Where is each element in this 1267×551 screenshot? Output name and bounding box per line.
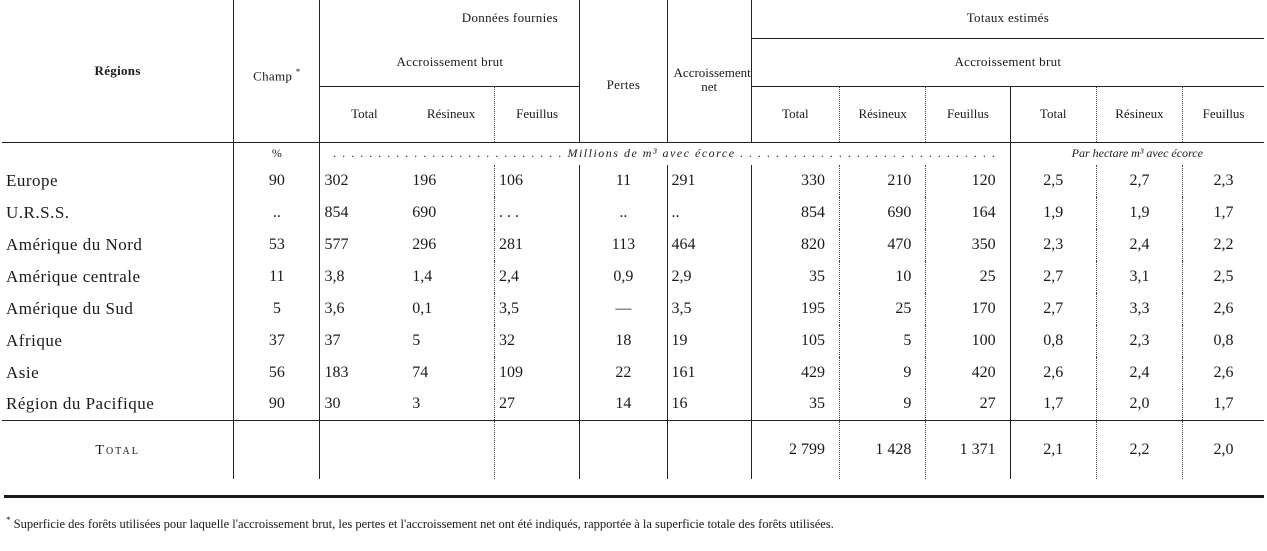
region-name: Région du Pacifique (6, 394, 155, 414)
total-label (2, 421, 234, 479)
feuillus-value: . . . (495, 197, 580, 229)
unit-per-hectare: Par hectare m³ avec écorce (1010, 142, 1264, 165)
feuillus-value: 109 (495, 357, 580, 389)
champ-value: 90 (234, 389, 320, 421)
champ-value: 5 (234, 293, 320, 325)
ha-resineux-value: 3,3 (1096, 293, 1182, 325)
header-accroissement-brut: Accroissement brut (320, 38, 580, 86)
header-pertes: Pertes (580, 0, 667, 142)
ha-resineux-value: 2,4 (1096, 229, 1182, 261)
est-resineux-value: 470 (840, 229, 926, 261)
unit-percent: % (234, 142, 320, 165)
net-value: 19 (667, 325, 751, 357)
header-ha-resineux: Résineux (1096, 86, 1182, 142)
feuillus-value: 106 (495, 165, 580, 197)
region-name: Afrique (6, 330, 63, 350)
ha-resineux-value: 3,1 (1096, 261, 1182, 293)
est-resineux-value: 5 (840, 325, 926, 357)
header-donnees-fournies (320, 0, 580, 38)
net-value: 3,5 (667, 293, 751, 325)
pertes-value: 113 (580, 229, 667, 261)
footnote-mark: * (6, 515, 11, 525)
table-row (2, 325, 1264, 357)
header-resineux: Résineux (426, 106, 476, 121)
ha-total-value: 2,3 (1010, 229, 1096, 261)
header-ha-total: Total (1010, 86, 1096, 142)
table-row (2, 165, 1264, 197)
est-feuillus-value: 420 (926, 357, 1010, 389)
est-feuillus-value: 350 (926, 229, 1010, 261)
net-value: 464 (667, 229, 751, 261)
est-total-value: 330 (751, 165, 839, 197)
feuillus-value: 281 (495, 229, 580, 261)
pertes-value: .. (580, 197, 667, 229)
champ-value: 56 (234, 357, 320, 389)
est-total-value: 35 (751, 261, 839, 293)
feuillus-value: 27 (495, 389, 580, 421)
resineux-value: 0,1 (412, 299, 433, 317)
est-resineux-value: 9 (840, 389, 926, 421)
header-total: Total (320, 86, 408, 142)
ha-total-value: 1,7 (1010, 389, 1096, 421)
table-row (2, 261, 1264, 293)
table-row (2, 293, 1264, 325)
est-resineux-value: 10 (840, 261, 926, 293)
total-value: 3,8 (320, 261, 408, 293)
resineux-value: 690 (412, 203, 437, 221)
footnote (6, 513, 1261, 531)
total-value: 854 (320, 197, 408, 229)
ha-resineux-value: 2,7 (1096, 165, 1182, 197)
est-feuillus-value: 27 (926, 389, 1010, 421)
resineux-value: 3 (412, 395, 421, 413)
total-value: 3,6 (320, 293, 408, 325)
champ-value: 11 (234, 261, 320, 293)
total-value: 183 (320, 357, 408, 389)
total-label-text: Total (95, 442, 140, 458)
region-name: Europe (6, 170, 59, 190)
ha-total-value: 2,6 (1010, 357, 1096, 389)
header-champ-text: Champ (253, 68, 293, 84)
region-name: Asie (6, 362, 40, 382)
ha-feuillus-value: 2,2 (1183, 229, 1264, 261)
ha-total-value: 0,8 (1010, 325, 1096, 357)
ha-resineux-value: 2,4 (1096, 357, 1182, 389)
total-value: 37 (320, 325, 408, 357)
resineux-value: 296 (412, 235, 437, 253)
est-resineux-value: 9 (840, 357, 926, 389)
table-bottom-rule (4, 495, 1264, 498)
total-est-resineux: 1 428 (840, 421, 926, 479)
est-total-value: 195 (751, 293, 839, 325)
ha-total-value: 2,5 (1010, 165, 1096, 197)
est-feuillus-value: 25 (926, 261, 1010, 293)
est-feuillus-value: 164 (926, 197, 1010, 229)
ha-total-value: 2,7 (1010, 261, 1096, 293)
net-value: 16 (667, 389, 751, 421)
ha-total-value: 2,7 (1010, 293, 1096, 325)
resineux-value: 196 (412, 171, 437, 189)
header-est-feuillus: Feuillus (926, 86, 1010, 142)
table-row (2, 357, 1264, 389)
ha-total-value: 1,9 (1010, 197, 1096, 229)
net-value: .. (667, 197, 751, 229)
est-resineux-value: 210 (840, 165, 926, 197)
total-est-feuillus: 1 371 (926, 421, 1010, 479)
header-feuillus: Feuillus (495, 86, 580, 142)
est-feuillus-value: 170 (926, 293, 1010, 325)
ha-resineux-value: 1,9 (1096, 197, 1182, 229)
total-row (2, 421, 1264, 479)
total-ha-total: 2,1 (1010, 421, 1096, 479)
ha-resineux-value: 2,3 (1096, 325, 1182, 357)
net-value: 161 (667, 357, 751, 389)
resineux-value: 5 (412, 331, 421, 349)
header-regions: Régions (94, 62, 141, 78)
header-donnees-fournies-text: Données fournies (461, 10, 558, 25)
est-resineux-value: 25 (840, 293, 926, 325)
total-value: 30 (320, 389, 408, 421)
champ-value: 53 (234, 229, 320, 261)
total-value: 302 (320, 165, 408, 197)
ha-feuillus-value: 2,3 (1183, 165, 1264, 197)
header-ha-feuillus: Feuillus (1183, 86, 1264, 142)
feuillus-value: 32 (495, 325, 580, 357)
est-total-value: 35 (751, 389, 839, 421)
ha-feuillus-value: 2,6 (1183, 293, 1264, 325)
feuillus-value: 2,4 (495, 261, 580, 293)
pertes-value: 11 (580, 165, 667, 197)
est-resineux-value: 690 (840, 197, 926, 229)
champ-value: .. (234, 197, 320, 229)
champ-value: 90 (234, 165, 320, 197)
net-value: 2,9 (667, 261, 751, 293)
table-row (2, 197, 1264, 229)
pertes-value: — (580, 293, 667, 325)
ha-feuillus-value: 2,5 (1183, 261, 1264, 293)
data-rows (2, 165, 1264, 421)
table-row (2, 229, 1264, 261)
net-value: 291 (667, 165, 751, 197)
total-est-total: 2 799 (751, 421, 839, 479)
table-row (2, 389, 1264, 421)
header-totaux-estimes: Totaux estimés (751, 0, 1264, 38)
header-accroissement-net: Accroissement net (667, 0, 751, 142)
est-total-value: 820 (751, 229, 839, 261)
pertes-value: 0,9 (580, 261, 667, 293)
ha-feuillus-value: 1,7 (1183, 197, 1264, 229)
resineux-value: 1,4 (412, 267, 433, 285)
est-feuillus-value: 100 (926, 325, 1010, 357)
ha-resineux-value: 2,0 (1096, 389, 1182, 421)
est-feuillus-value: 120 (926, 165, 1010, 197)
ha-feuillus-value: 0,8 (1183, 325, 1264, 357)
est-total-value: 429 (751, 357, 839, 389)
unit-millions-text: Millions de m³ avec écorce (567, 146, 736, 160)
region-name: U.R.S.S. (6, 202, 70, 222)
region-name: Amérique du Sud (6, 298, 134, 318)
est-total-value: 854 (751, 197, 839, 229)
ha-feuillus-value: 1,7 (1183, 389, 1264, 421)
total-ha-resineux: 2,2 (1096, 421, 1182, 479)
pertes-value: 14 (580, 389, 667, 421)
unit-millions: . . . . . . . . . . . . . . . . . . . . . . . . . . Millions de m³ avec écorce . . . . . . . . . . . . . . . . . . . . . . . . . . . . . (320, 142, 1010, 165)
total-value: 577 (320, 229, 408, 261)
region-name: Amérique centrale (6, 266, 141, 286)
header-champ (234, 0, 320, 142)
champ-value: 37 (234, 325, 320, 357)
resineux-value: 74 (412, 363, 429, 381)
est-total-value: 105 (751, 325, 839, 357)
header-est-total: Total (751, 86, 839, 142)
ha-feuillus-value: 2,6 (1183, 357, 1264, 389)
units-row (2, 142, 1264, 165)
header-accroissement-brut-estime: Accroissement brut (751, 38, 1264, 86)
feuillus-value: 3,5 (495, 293, 580, 325)
region-name: Amérique du Nord (6, 234, 143, 254)
pertes-value: 18 (580, 325, 667, 357)
pertes-value: 22 (580, 357, 667, 389)
total-ha-feuillus: 2,0 (1183, 421, 1264, 479)
footnote-text: Superficie des forêts utilisées pour laquelle l'accroissement brut, les pertes et l'accroissement net ont été indiqués, rapportée à la superficie totale des forêts utilisées. (13, 517, 834, 532)
champ-footnote-mark: * (295, 67, 301, 78)
forest-growth-table (2, 0, 1264, 479)
header-est-resineux: Résineux (840, 86, 926, 142)
